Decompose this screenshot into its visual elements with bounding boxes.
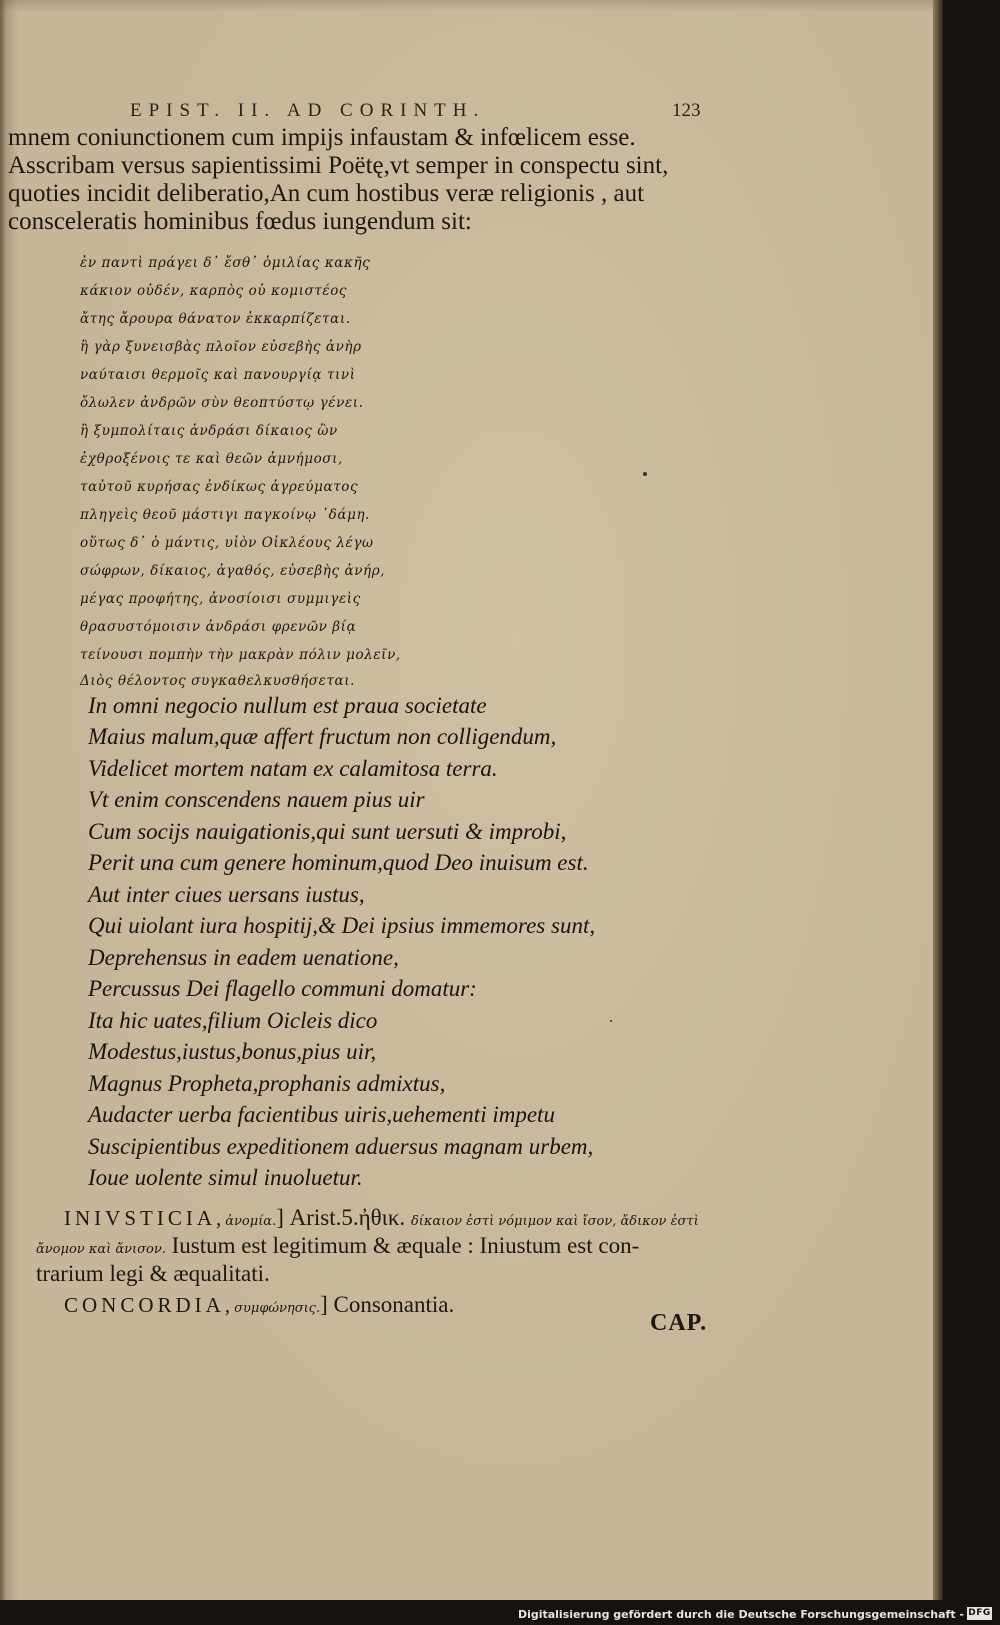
greek-verse-line: ἐν παντὶ πράγει δ᾽ ἔσθ᾽ ὁμιλίας κακῆς xyxy=(80,255,371,271)
gloss-iniusticia-line-1 xyxy=(64,1204,699,1235)
gloss-greek-quote: δίκαιον ἐστὶ νόμιμον καὶ ἴσον, ἄδικον ἐστὶ xyxy=(410,1214,699,1229)
latin-verse-line: Audacter uerba facientibus uiris,uehementi impetu xyxy=(88,1102,555,1127)
greek-verse-line: ναύταισι θερμοῖς καὶ πανουργίᾳ τινὶ xyxy=(80,367,356,383)
latin-verse-line: Perit una cum genere hominum,quod Deo inuisum est. xyxy=(88,850,589,875)
greek-verse-line: ὄλωλεν ἀνδρῶν σὺν θεοπτύστῳ γένει. xyxy=(80,395,364,411)
body-line: quoties incidit deliberatio,An cum hostibus veræ religionis , aut xyxy=(8,180,645,207)
gloss-greek-quote: ἄνομον καὶ ἄνισον. xyxy=(36,1242,166,1257)
greek-verse-line: Διὸς θέλοντος συγκαθελκυσθήσεται. xyxy=(80,673,356,689)
page-fore-edge xyxy=(933,0,943,1600)
latin-verse-line: In omni negocio nullum est praua societate xyxy=(88,693,487,718)
latin-verse-line: Deprehensus in eadem uenatione, xyxy=(88,945,399,970)
gloss-reference: ] Arist.5.ἠθικ. xyxy=(276,1205,406,1230)
latin-verse-line: Vt enim conscendens nauem pius uir xyxy=(88,787,425,812)
greek-verse-line: ταὐτοῦ κυρήσας ἐνδίκως ἀγρεύματος xyxy=(80,479,359,495)
paper-speck xyxy=(643,472,647,476)
greek-verse-line: μέγας προφήτης, ἀνοσίοισι συμμιγεὶς xyxy=(80,591,361,607)
gloss-greek-term: συμφώνησις. xyxy=(234,1301,321,1316)
latin-verse-line: Magnus Propheta,prophanis admixtus, xyxy=(88,1071,446,1096)
page-number: 123 xyxy=(672,100,701,121)
greek-verse-line: ἢ γὰρ ξυνεισβὰς πλοῖον εὐσεβὴς ἀνὴρ xyxy=(80,339,362,355)
body-line: Asscribam versus sapientissimi Poëtę,vt semper in conspectu sint, xyxy=(8,152,669,179)
latin-verse-line: Aut inter ciues uersans iustus, xyxy=(88,882,365,907)
dfg-logo: DFG xyxy=(968,1608,991,1618)
greek-verse-line: ἢ ξυμπολίταις ἀνδράσι δίκαιος ὢν xyxy=(80,423,338,439)
greek-verse-line: τείνουσι πομπὴν τὴν μακρὰν πόλιν μολεῖν, xyxy=(80,647,401,663)
gloss-latin: Iustum est legitimum & æquale : Iniustum est con- xyxy=(165,1233,640,1258)
greek-verse-line: ἄτης ἄρουρα θάνατον ἐκκαρπίζεται. xyxy=(80,311,351,327)
greek-verse-line: θρασυστόμοισιν ἀνδράσι φρενῶν βίᾳ xyxy=(80,619,357,635)
body-line: mnem coniunctionem cum impijs infaustam & infœlicem esse. xyxy=(8,124,636,151)
latin-verse-line: Cum socijs nauigationis,qui sunt uersuti & improbi, xyxy=(88,819,567,844)
greek-verse-line: κάκιον οὐδέν, καρπὸς οὐ κομιστέος xyxy=(80,283,348,299)
gloss-lemma: CONCORDIA, xyxy=(64,1293,235,1317)
latin-verse-line: Videlicet mortem natam ex calamitosa terra. xyxy=(88,756,498,781)
latin-verse-line: Qui uiolant iura hospitij,& Dei ipsius immemores sunt, xyxy=(88,913,596,938)
running-head: EPIST. II. AD CORINTH. xyxy=(130,100,486,121)
paper-speck xyxy=(610,1020,612,1022)
gloss-iniusticia-line-2 xyxy=(36,1232,639,1263)
latin-verse-line: Suscipientibus expeditionem aduersus magnam urbem, xyxy=(88,1134,594,1159)
page-binding-edge xyxy=(0,0,6,1600)
latin-verse-line: Maius malum,quæ affert fructum non colligendum, xyxy=(88,724,557,749)
greek-verse-line: πληγεὶς θεοῦ μάστιγι παγκοίνῳ ᾽δάμη. xyxy=(80,507,371,523)
catchword: CAP. xyxy=(650,1310,708,1336)
gloss-lemma: INIVSTICIA, xyxy=(64,1206,226,1230)
latin-verse-line: Ita hic uates,filium Oicleis dico xyxy=(88,1008,378,1033)
gloss-concordia xyxy=(64,1291,454,1322)
greek-verse-line: σώφρων, δίκαιος, ἀγαθός, εὐσεβὴς ἀνήρ, xyxy=(80,563,386,579)
body-line: consceleratis hominibus fœdus iungendum sit: xyxy=(8,208,472,235)
gloss-iniusticia-line-3: trarium legi & æqualitati. xyxy=(36,1261,270,1286)
latin-verse-line: Modestus,iustus,bonus,pius uir, xyxy=(88,1039,377,1064)
digitization-credit: Digitalisierung gefördert durch die Deutsche Forschungsgemeinschaft - xyxy=(517,1608,964,1621)
latin-verse-line: Ioue uolente simul inuoluetur. xyxy=(88,1165,363,1190)
latin-verse-line: Percussus Dei flagello communi domatur: xyxy=(88,976,477,1001)
gloss-greek-term: ἀνομία. xyxy=(225,1214,277,1229)
greek-verse-line: οὕτως δ᾽ ὁ μάντις, υἱὸν Οἰκλέους λέγω xyxy=(80,535,374,551)
greek-verse-line: ἐχθροξένοις τε καὶ θεῶν ἀμνήμοσι, xyxy=(80,451,343,467)
gloss-latin: ] Consonantia. xyxy=(320,1292,455,1317)
